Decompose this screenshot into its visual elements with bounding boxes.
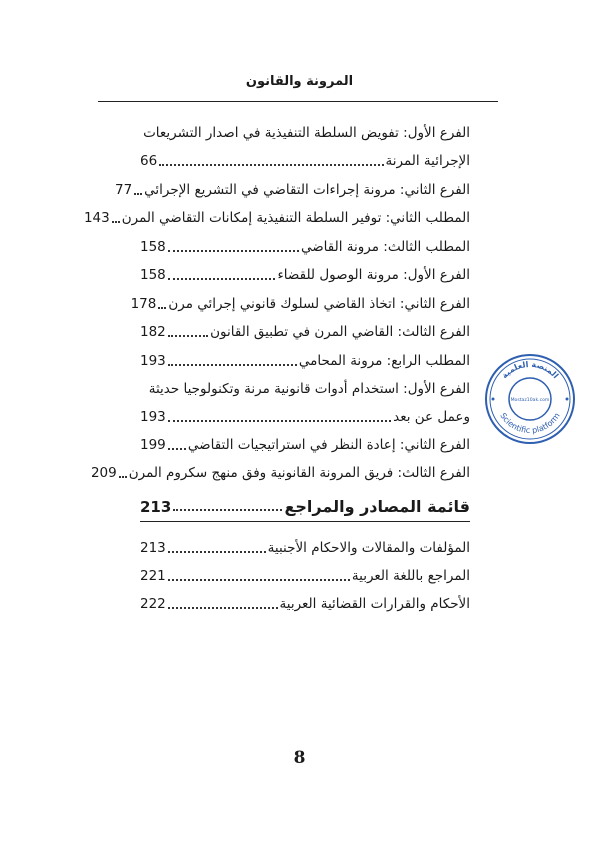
section-heading-page: 213 [140, 498, 172, 516]
dot-leader [159, 164, 383, 166]
reference-entry-text: المؤلفات والمقالات والاحكام الأجنبية [267, 540, 470, 556]
page-number: 8 [293, 748, 306, 768]
toc-entry [130, 289, 470, 313]
toc-entry-page: 178 [130, 296, 157, 312]
toc-entry [90, 458, 470, 482]
toc-entry-page: 66 [140, 153, 158, 169]
toc-entry [140, 430, 470, 454]
toc-entry-page: 193 [140, 353, 166, 369]
toc-entry-page: 209 [90, 465, 117, 481]
dot-leader [173, 509, 282, 511]
reference-entry-page: 221 [140, 568, 166, 584]
toc-entry-text: الفرع الأول: تفويض السلطة التنفيذية في اصدار التشريعات [143, 125, 470, 141]
stamp-top-text: المنصة العلمية [499, 359, 561, 381]
dot-leader [168, 335, 208, 337]
dot-leader [168, 448, 186, 450]
dot-leader [168, 278, 276, 280]
dot-leader [168, 420, 391, 422]
dot-leader [168, 364, 297, 366]
reference-entry-page: 222 [140, 596, 166, 612]
dot-leader [168, 607, 278, 609]
platform-stamp [484, 353, 576, 445]
toc-entry-page: 77 [114, 182, 133, 198]
toc-entry-text: المطلب الرابع: مرونة المحامي [298, 353, 470, 369]
toc-entry-page: 199 [140, 437, 166, 453]
toc-entry [140, 374, 470, 398]
dot-leader [168, 551, 266, 553]
dot-leader [158, 307, 166, 309]
section-heading [140, 492, 470, 516]
dot-leader [168, 250, 299, 252]
toc-entry [83, 203, 470, 227]
toc-entry-text: الفرع الثالث: القاضي المرن في تطبيق القانون [210, 324, 470, 340]
toc-entry-text: الفرع الأول: مرونة الوصول للقضاء [277, 267, 470, 283]
toc-entry [140, 402, 470, 426]
reference-entry [140, 533, 470, 557]
toc-entry-page: 193 [140, 409, 166, 425]
toc-entry [140, 260, 470, 284]
dot-leader [134, 193, 142, 195]
reference-entry [140, 561, 470, 585]
section-rule [140, 521, 470, 522]
dot-leader [168, 579, 350, 581]
toc-entry [140, 317, 470, 341]
reference-entry-text: الأحكام والقرارات القضائية العربية [279, 596, 470, 612]
stamp-star-right [566, 398, 569, 401]
toc-entry-text: الإجرائية المرنة [385, 153, 470, 169]
toc-entry-text: وعمل عن بعد [393, 409, 470, 425]
dot-leader [119, 476, 127, 478]
svg-text:Scientific platform [498, 411, 562, 435]
toc-entry-text: الفرع الثاني: إعادة النظر في استراتيجيات التقاضي [187, 437, 470, 453]
stamp-bottom-text: Scientific platform [498, 411, 562, 436]
toc-entry-text: المطلب الثالث: مرونة القاضي [300, 239, 470, 255]
reference-entry [140, 589, 470, 613]
toc-entry [140, 346, 470, 370]
toc-entry-page: 182 [140, 324, 166, 340]
toc-entry-text: الفرع الأول: استخدام أدوات قانونية مرنة وتكنولوجيا حديثة [148, 381, 470, 397]
page-header-title: المرونة والقانون [245, 74, 354, 89]
toc-entry-text: المطلب الثاني: توفير السلطة التنفيذية إمكانات التقاضي المرن [121, 210, 470, 226]
toc-entry-page: 158 [140, 267, 166, 283]
reference-entry-page: 213 [140, 540, 166, 556]
toc-entry [140, 232, 470, 256]
stamp-center-text: Mostaz10ak.com [510, 398, 550, 403]
header-rule [98, 101, 498, 102]
stamp-star-left [492, 398, 495, 401]
toc-entry [114, 175, 470, 199]
section-heading-text: قائمة المصادر والمراجع [284, 497, 470, 516]
toc-entry [140, 146, 470, 170]
toc-entry-text: الفرع الثاني: اتخاذ القاضي لسلوك قانوني إجرائي مرن [168, 296, 470, 312]
reference-entry-text: المراجع باللغة العربية [351, 568, 470, 584]
toc-entry [140, 118, 470, 142]
dot-leader [112, 221, 120, 223]
toc-entry-text: الفرع الثاني: مرونة إجراءات التقاضي في التشريع الإجرائي [144, 182, 470, 198]
toc-entry-page: 158 [140, 239, 166, 255]
toc-entry-text: الفرع الثالث: فريق المرونة القانونية وفق منهج سكروم المرن [128, 465, 470, 481]
toc-entry-page: 143 [83, 210, 110, 226]
